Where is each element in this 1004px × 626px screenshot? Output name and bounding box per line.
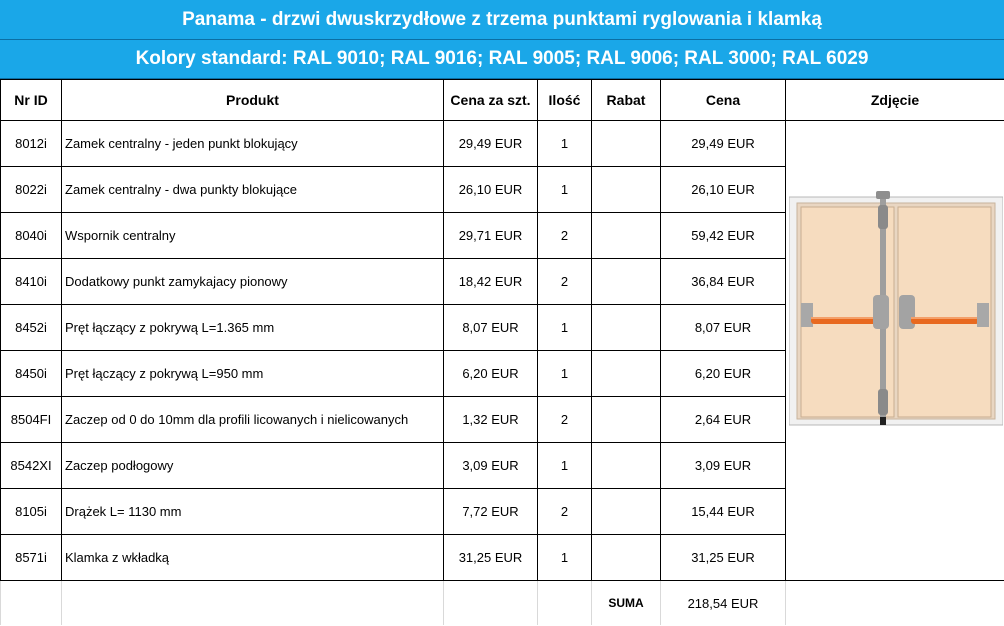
cell-product: Zaczep podłogowy: [62, 443, 444, 489]
cell-unit-price: 8,07 EUR: [444, 305, 538, 351]
cell-price: 31,25 EUR: [661, 535, 786, 581]
cell-unit-price: 1,32 EUR: [444, 397, 538, 443]
summary-empty-cell: [786, 581, 1004, 626]
cell-price: 59,42 EUR: [661, 213, 786, 259]
column-header-qty: Ilość: [538, 80, 592, 121]
cell-unit-price: 6,20 EUR: [444, 351, 538, 397]
cell-id: 8571i: [1, 535, 62, 581]
column-header-price: Cena: [661, 80, 786, 121]
cell-qty: 1: [538, 167, 592, 213]
double-door-panic-bar-image: [789, 191, 1003, 431]
summary-label: SUMA: [592, 581, 661, 626]
cell-price: 8,07 EUR: [661, 305, 786, 351]
column-header-photo: Zdjęcie: [786, 80, 1004, 121]
cell-qty: 2: [538, 213, 592, 259]
table-row: [1, 121, 1004, 167]
cell-qty: 1: [538, 535, 592, 581]
cell-qty: 1: [538, 443, 592, 489]
cell-id: 8012i: [1, 121, 62, 167]
summary-empty-cell: [538, 581, 592, 626]
cell-discount: [592, 443, 661, 489]
cell-price: 2,64 EUR: [661, 397, 786, 443]
cell-qty: 2: [538, 489, 592, 535]
table-header-row: [1, 80, 1004, 121]
cell-discount: [592, 397, 661, 443]
cell-price: 3,09 EUR: [661, 443, 786, 489]
cell-id: 8450i: [1, 351, 62, 397]
cell-discount: [592, 535, 661, 581]
cell-product: Wspornik centralny: [62, 213, 444, 259]
cell-discount: [592, 305, 661, 351]
cell-unit-price: 18,42 EUR: [444, 259, 538, 305]
cell-price: 15,44 EUR: [661, 489, 786, 535]
photo-cell: [786, 121, 1004, 581]
column-header-id: Nr ID: [1, 80, 62, 121]
cell-product: Zaczep od 0 do 10mm dla profili licowanych i nielicowanych: [62, 397, 444, 443]
cell-discount: [592, 259, 661, 305]
summary-row: [1, 581, 1004, 626]
cell-price: 36,84 EUR: [661, 259, 786, 305]
cell-id: 8452i: [1, 305, 62, 351]
standard-colors-banner: Kolory standard: RAL 9010; RAL 9016; RAL 9005; RAL 9006; RAL 3000; RAL 6029: [0, 40, 1004, 79]
cell-id: 8105i: [1, 489, 62, 535]
cell-unit-price: 29,71 EUR: [444, 213, 538, 259]
cell-discount: [592, 167, 661, 213]
cell-unit-price: 31,25 EUR: [444, 535, 538, 581]
cell-price: 29,49 EUR: [661, 121, 786, 167]
summary-total: 218,54 EUR: [661, 581, 786, 626]
cell-product: Pręt łączący z pokrywą L=1.365 mm: [62, 305, 444, 351]
cell-unit-price: 3,09 EUR: [444, 443, 538, 489]
cell-qty: 2: [538, 397, 592, 443]
cell-price: 26,10 EUR: [661, 167, 786, 213]
column-header-unit-price: Cena za szt.: [444, 80, 538, 121]
price-table: [0, 79, 1004, 625]
cell-id: 8504FI: [1, 397, 62, 443]
cell-discount: [592, 121, 661, 167]
column-header-discount: Rabat: [592, 80, 661, 121]
summary-empty-cell: [444, 581, 538, 626]
cell-qty: 2: [538, 259, 592, 305]
cell-unit-price: 7,72 EUR: [444, 489, 538, 535]
column-header-product: Produkt: [62, 80, 444, 121]
summary-empty-cell: [1, 581, 62, 626]
cell-discount: [592, 213, 661, 259]
cell-product: Klamka z wkładką: [62, 535, 444, 581]
cell-id: 8040i: [1, 213, 62, 259]
cell-id: 8410i: [1, 259, 62, 305]
cell-unit-price: 29,49 EUR: [444, 121, 538, 167]
summary-empty-cell: [62, 581, 444, 626]
cell-qty: 1: [538, 305, 592, 351]
cell-discount: [592, 351, 661, 397]
cell-price: 6,20 EUR: [661, 351, 786, 397]
cell-discount: [592, 489, 661, 535]
cell-product: Zamek centralny - jeden punkt blokujący: [62, 121, 444, 167]
cell-id: 8542XI: [1, 443, 62, 489]
cell-product: Zamek centralny - dwa punkty blokujące: [62, 167, 444, 213]
page-title: Panama - drzwi dwuskrzydłowe z trzema punktami ryglowania i klamką: [0, 0, 1004, 40]
cell-product: Drążek L= 1130 mm: [62, 489, 444, 535]
cell-product: Pręt łączący z pokrywą L=950 mm: [62, 351, 444, 397]
cell-qty: 1: [538, 121, 592, 167]
cell-product: Dodatkowy punkt zamykajacy pionowy: [62, 259, 444, 305]
cell-unit-price: 26,10 EUR: [444, 167, 538, 213]
cell-id: 8022i: [1, 167, 62, 213]
cell-qty: 1: [538, 351, 592, 397]
